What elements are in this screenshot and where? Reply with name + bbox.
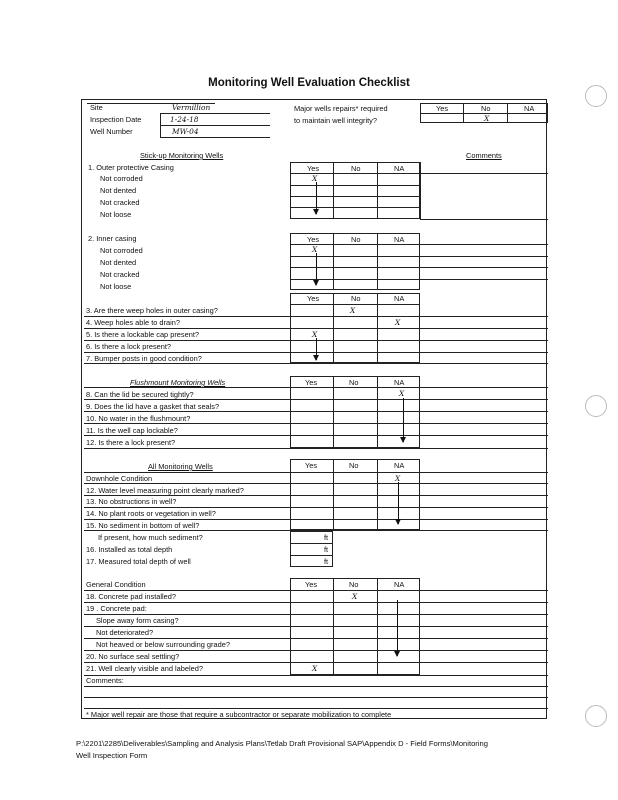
file-path-line2: Well Inspection Form xyxy=(76,751,148,760)
flush-na-mark: X xyxy=(399,389,405,398)
t2-yes: Yes xyxy=(307,235,320,244)
question-15: 15. No sediment in bottom of well? xyxy=(86,521,200,530)
question-14: 14. No plant roots or vegetation in well? xyxy=(86,509,216,518)
check-arrow xyxy=(316,182,317,214)
check-arrow xyxy=(397,600,398,656)
question-16: 16. Installed as total depth xyxy=(86,545,173,554)
t6-no: No xyxy=(349,580,359,589)
q3-no-mark: X xyxy=(350,306,356,315)
repair-na-header: NA xyxy=(524,104,535,113)
t1-check: X xyxy=(312,174,318,183)
t5-na: NA xyxy=(394,461,405,470)
t4-no: No xyxy=(349,378,359,387)
q1-sub-corroded: Not corroded xyxy=(100,174,143,183)
q4-na-mark: X xyxy=(395,318,401,327)
file-path xyxy=(76,738,488,762)
site-label: Site xyxy=(90,103,103,112)
q21-yes-mark: X xyxy=(312,664,318,673)
question-17: 17. Measured total depth of well xyxy=(86,557,191,566)
comments-heading: Comments xyxy=(466,151,502,160)
t3-na: NA xyxy=(394,294,405,303)
t3-yes: Yes xyxy=(307,294,320,303)
q2-sub-loose: Not loose xyxy=(100,282,132,291)
check-arrow xyxy=(403,398,404,442)
question-9: 9. Does the lid have a gasket that seals? xyxy=(86,402,220,411)
page-title: Monitoring Well Evaluation Checklist xyxy=(208,77,410,89)
question-1: 1. Outer protective Casing xyxy=(88,163,174,172)
q2-sub-corroded: Not corroded xyxy=(100,246,143,255)
question-3: 3. Are there weep holes in outer casing? xyxy=(86,306,218,315)
question-6: 6. Is there a lock present? xyxy=(86,342,172,351)
unit-ft: ft xyxy=(324,545,329,554)
q1-sub-dented: Not dented xyxy=(100,186,137,195)
inspection-date-value: 1-24-18 xyxy=(170,115,199,124)
check-arrow xyxy=(398,482,399,524)
repair-no-header: No xyxy=(481,104,491,113)
all-wells-heading: All Monitoring Wells xyxy=(148,462,213,471)
t6-yes: Yes xyxy=(305,580,318,589)
question-8: 8. Can the lid be secured tightly? xyxy=(86,390,194,399)
t3-no: No xyxy=(351,294,361,303)
t2-no: No xyxy=(351,235,361,244)
check-arrow xyxy=(316,253,317,285)
question-21: 21. Well clearly visible and labeled? xyxy=(86,664,203,673)
question-7: 7. Bumper posts in good condition? xyxy=(86,354,202,363)
stickup-heading: Stick-up Monitoring Wells xyxy=(140,151,224,160)
site-value: Vermillion xyxy=(172,103,211,112)
question-4: 4. Weep holes able to drain? xyxy=(86,318,180,327)
question-13: 13. No obstructions in well? xyxy=(86,497,177,506)
footnote: * Major well repair are those that require a subcontractor or separate mobilization to complete xyxy=(86,710,392,719)
file-path-line1: P:\2201\2285\Deliverables\Sampling and Analysis Plans\Tetlab Draft Provisional SAP\Appendix D - Field Forms\Monitoring xyxy=(76,739,488,748)
major-repair-question-line2: to maintain well integrity? xyxy=(294,116,377,125)
q5-yes-mark: X xyxy=(312,330,318,339)
allwells-na-mark: X xyxy=(395,474,401,483)
question-18: 18. Concrete pad installed? xyxy=(86,592,176,601)
question-19: 19 . Concrete pad: xyxy=(86,604,147,613)
t2-check: X xyxy=(312,245,318,254)
q1-sub-loose: Not loose xyxy=(100,210,132,219)
inspection-date-label: Inspection Date xyxy=(90,115,142,124)
t2-na: NA xyxy=(394,235,405,244)
well-number-value: MW-04 xyxy=(172,127,199,136)
t5-no: No xyxy=(349,461,359,470)
question-2: 2. Inner casing xyxy=(88,234,137,243)
q19-slope: Slope away form casing? xyxy=(96,616,179,625)
t1-yes: Yes xyxy=(307,164,320,173)
binder-hole-mark xyxy=(585,705,607,727)
well-number-label: Well Number xyxy=(90,127,133,136)
question-5: 5. Is there a lockable cap present? xyxy=(86,330,199,339)
t1-no: No xyxy=(351,164,361,173)
t5-yes: Yes xyxy=(305,461,318,470)
q2-sub-dented: Not dented xyxy=(100,258,137,267)
unit-ft: ft xyxy=(324,557,329,566)
t4-na: NA xyxy=(394,378,405,387)
q19-heaved: Not heaved or below surrounding grade? xyxy=(96,640,230,649)
binder-hole-mark xyxy=(585,395,607,417)
question-12: 12. Water level measuring point clearly marked? xyxy=(86,486,244,495)
t4-yes: Yes xyxy=(305,378,318,387)
t6-na: NA xyxy=(394,580,405,589)
unit-ft: ft xyxy=(324,533,329,542)
downhole-condition: Downhole Condition xyxy=(86,474,153,483)
major-repair-question-line1: Major wells repairs* required xyxy=(294,104,388,113)
repair-yes-header: Yes xyxy=(436,104,449,113)
sediment-amount: If present, how much sediment? xyxy=(98,533,203,542)
flushmount-heading: Flushmount Monitoring Wells xyxy=(130,378,226,387)
repair-no-mark: X xyxy=(484,114,490,123)
question-12-lock: 12. Is there a lock present? xyxy=(86,438,176,447)
general-heading: General Condition xyxy=(86,580,146,589)
check-arrow xyxy=(316,338,317,360)
question-20: 20. No surface seal settling? xyxy=(86,652,180,661)
t1-na: NA xyxy=(394,164,405,173)
q19-deteriorated: Not deteriorated? xyxy=(96,628,154,637)
comments-field-label: Comments: xyxy=(86,676,124,685)
question-11: 11. Is the well cap lockable? xyxy=(86,426,178,435)
q18-no-mark: X xyxy=(352,592,358,601)
q2-sub-cracked: Not cracked xyxy=(100,270,140,279)
question-10: 10. No water in the flushmount? xyxy=(86,414,191,423)
q1-sub-cracked: Not cracked xyxy=(100,198,140,207)
